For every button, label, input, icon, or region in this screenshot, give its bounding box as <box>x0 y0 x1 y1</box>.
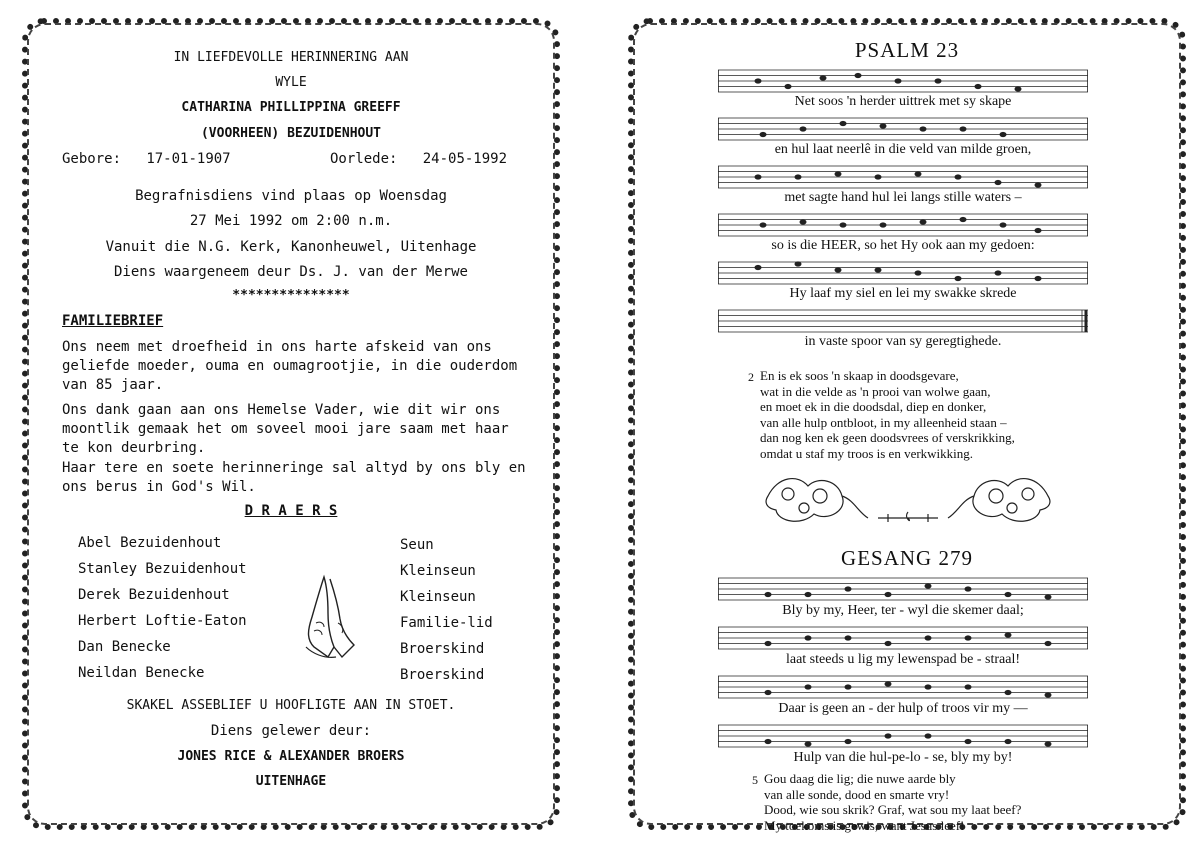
verse-number: 2 <box>748 370 754 384</box>
psalm-lyric-line: Net soos 'n herder uittrek met sy skape <box>794 94 1012 109</box>
undertaker-town: UITENHAGE <box>255 774 327 789</box>
letter-paragraph-2: Ons dank gaan aan ons Hemelse Vader, wie dit wir ons moontlik gemaak het om soveel mooi jare saam met haar te kon deurbring. <box>62 402 509 456</box>
music-staff <box>718 212 1088 238</box>
bearer-relation: Seun <box>400 537 434 553</box>
praying-hands-icon <box>294 573 364 661</box>
familiebrief-title: FAMILIEBRIEF <box>62 313 164 329</box>
service-line-4: Diens waargeneem deur Ds. J. van der Merwe <box>113 264 468 280</box>
left-page <box>22 18 560 830</box>
bearer-relation: Broerskind <box>400 641 485 657</box>
gesang-verse-5 <box>764 771 1074 833</box>
bearer-name: Derek Bezuidenhout <box>78 587 230 603</box>
letter-paragraph-1: Ons neem met droefheid in ons harte afskeid van ons geliefde moeder, ouma en oumagrootjie, in die ouderdom van 85 jaar. <box>62 339 518 393</box>
bearers-title: D R A E R S <box>244 503 338 519</box>
bearer-name: Herbert Loftie-Eaton <box>78 613 247 629</box>
psalm-verse-2 <box>760 368 1080 461</box>
memorial-subheading: WYLE <box>275 75 307 90</box>
died-row <box>330 151 507 167</box>
headlights-notice: SKAKEL ASSEBLIEF U HOOFLIGTE AAN IN STOET. <box>126 698 456 713</box>
gesang-lyric-line: Hulp van die hul-pe-lo - se, bly my by! <box>793 750 1013 765</box>
deceased-maiden-name: (VOORHEEN) BEZUIDENHOUT <box>200 126 381 141</box>
gesang-title: GESANG 279 <box>841 546 973 570</box>
psalm-lyric-line: so is die HEER, so het Hy ook aan my gedoen: <box>771 238 1035 253</box>
died-label: Oorlede: <box>330 151 398 167</box>
verse-line: My toekoms is gewis, want Jesus leef! <box>764 817 965 833</box>
psalm-title: PSALM 23 <box>854 38 960 62</box>
born-date: 17-01-1907 <box>146 151 231 167</box>
bearer-relation: Familie-lid <box>400 615 493 631</box>
born-row <box>62 151 231 167</box>
bearers-list <box>78 535 518 685</box>
psalm-lyric-line: in vaste spoor van sy geregtighede. <box>804 334 1002 349</box>
letter-paragraph-3: Haar tere en soete herinneringe sal altyd by ons bly en ons berus in God's Wil. <box>62 460 526 495</box>
psalm-lyric-line: en hul laat neerlê in die veld van milde groen, <box>774 142 1032 157</box>
music-staff <box>718 68 1088 94</box>
gesang-lyric-line: laat steeds u lig my lewenspad be - straal! <box>785 652 1021 667</box>
verse-line: dan nog ken ek geen doodsvrees of verskrikking, <box>760 430 1015 445</box>
gesang-lyric-line: Daar is geen an - der hulp of troos vir my — <box>778 701 1028 716</box>
music-staff <box>718 576 1088 602</box>
music-staff <box>718 308 1088 334</box>
floral-ornament-icon <box>758 466 1058 530</box>
service-line-2: 27 Mei 1992 om 2:00 n.m. <box>189 213 393 229</box>
psalm-lyric-line: Hy laaf my siel en lei my swakke skrede <box>789 286 1017 301</box>
bearer-relation: Broerskind <box>400 667 485 683</box>
bearer-name: Neildan Benecke <box>78 665 205 681</box>
verse-line: Dood, wie sou skrik? Graf, wat sou my laat beef? <box>764 802 1022 817</box>
undertaker-name: JONES RICE & ALEXANDER BROERS <box>177 749 405 764</box>
music-staff <box>718 723 1088 749</box>
verse-line: en moet ek in die doodsdal, diep en donker, <box>760 399 987 414</box>
verse-line: omdat u staf my troos is en verkwikking. <box>760 445 974 461</box>
bearer-relation: Kleinseun <box>400 589 476 605</box>
service-line-3: Vanuit die N.G. Kerk, Kanonheuwel, Uitenhage <box>105 239 477 255</box>
verse-line: En is ek soos 'n skaap in doodsgevare, <box>760 368 959 383</box>
music-staff <box>718 116 1088 142</box>
music-staff <box>718 260 1088 286</box>
memorial-heading: IN LIEFDEVOLLE HERINNERING AAN <box>173 50 409 65</box>
psalm-lyric-line: met sagte hand hul lei langs stille waters – <box>784 190 1022 205</box>
born-label: Gebore: <box>62 151 122 167</box>
right-page <box>628 18 1186 833</box>
verse-line: Gou daag die lig; die nuwe aarde bly <box>764 771 956 786</box>
star-divider: *************** <box>232 288 350 303</box>
music-staff <box>718 625 1088 651</box>
music-staff <box>718 674 1088 700</box>
deceased-name: CATHARINA PHILLIPPINA GREEFF <box>181 100 401 115</box>
bearer-relation: Kleinseun <box>400 563 476 579</box>
gesang-lyric-line: Bly by my, Heer, ter - wyl die skemer daal; <box>782 603 1024 618</box>
service-delivered-label: Diens gelewer deur: <box>210 723 372 739</box>
died-date: 24-05-1992 <box>422 151 508 167</box>
music-staff <box>718 164 1088 190</box>
verse-line: wat in die velde as 'n prooi van wolwe gaan, <box>760 383 991 399</box>
bearer-name: Abel Bezuidenhout <box>78 535 222 551</box>
verse-line: van alle sonde, dood en smarte vry! <box>764 786 950 802</box>
verse-line: van alle hulp ontbloot, in my alleenheid staan – <box>760 414 1007 430</box>
service-line-1: Begrafnisdiens vind plaas op Woensdag <box>135 188 447 204</box>
verse-number: 5 <box>752 773 758 787</box>
bearer-name: Dan Benecke <box>78 639 171 655</box>
bearer-name: Stanley Bezuidenhout <box>78 561 247 577</box>
